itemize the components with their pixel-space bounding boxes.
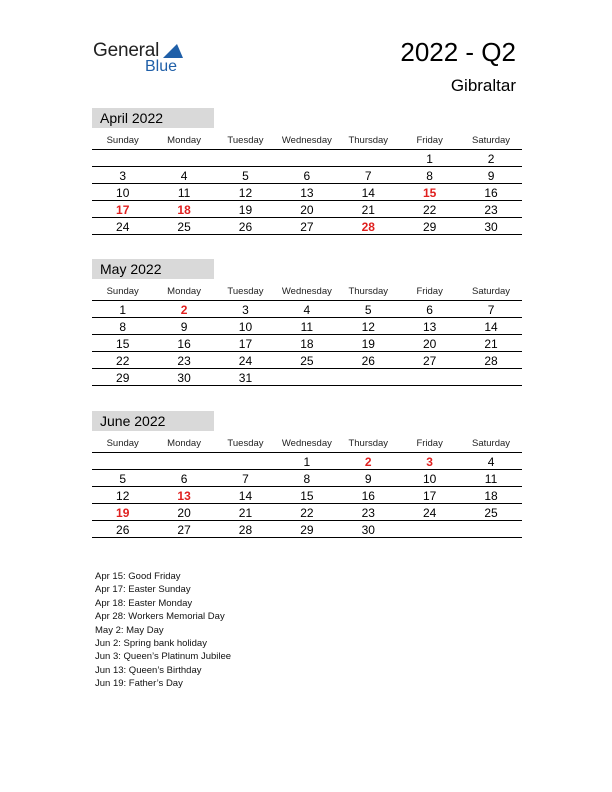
week-row	[92, 369, 522, 386]
day-cell: 29	[116, 371, 130, 385]
month-may	[92, 259, 522, 386]
holiday-note: Apr 15: Good Friday	[95, 571, 181, 582]
week-row	[92, 470, 522, 487]
month-april	[92, 108, 522, 235]
holiday-day-cell: 2	[180, 303, 188, 317]
day-cell: 29	[422, 220, 437, 234]
day-cell: 6	[303, 169, 311, 183]
holiday-note: Apr 28: Workers Memorial Day	[95, 611, 225, 623]
weekday-label: Friday	[416, 286, 443, 297]
day-cell: 25	[177, 220, 191, 234]
week-row	[92, 301, 522, 318]
week-row	[92, 487, 522, 504]
holiday-note: Jun 2: Spring bank holiday	[95, 638, 207, 650]
week-row	[92, 504, 522, 521]
day-cell	[399, 521, 460, 537]
weekday-label: Friday	[416, 438, 443, 449]
day-cell: 30	[484, 220, 498, 234]
day-cell: 4	[487, 455, 495, 469]
day-cell: 12	[238, 186, 253, 200]
holiday-note: May 2: May Day	[95, 624, 164, 636]
day-cell: 4	[180, 169, 188, 183]
day-cell: 1	[303, 455, 311, 469]
holiday-note: Apr 17: Easter Sunday	[95, 584, 191, 596]
day-cell: 8	[303, 472, 311, 486]
day-cell: 26	[361, 354, 375, 368]
weekday-header-row	[92, 281, 522, 301]
week-row	[92, 184, 522, 201]
week-row	[92, 218, 522, 235]
day-cell: 19	[361, 337, 375, 351]
day-cell: 14	[361, 186, 375, 200]
weekday-label: Tuesday	[227, 438, 264, 449]
weekday-label: Thursday	[348, 286, 389, 297]
month-june	[92, 411, 522, 538]
day-cell: 4	[303, 303, 311, 317]
holiday-day-cell: 13	[177, 489, 191, 503]
day-cell: 1	[119, 303, 127, 317]
day-cell: 29	[300, 523, 314, 537]
day-cell: 3	[242, 303, 249, 317]
weekday-label: Friday	[416, 135, 443, 146]
month-title: May 2022	[92, 259, 214, 279]
holiday-day-cell: 18	[177, 203, 191, 217]
weekday-label: Thursday	[348, 135, 389, 146]
day-cell: 11	[484, 472, 498, 486]
day-cell: 27	[422, 354, 437, 368]
day-cell	[460, 369, 521, 385]
weekday-label: Tuesday	[227, 286, 264, 297]
day-cell: 23	[484, 203, 498, 217]
day-cell: 28	[238, 523, 253, 537]
weekday-label: Monday	[167, 135, 201, 146]
day-cell: 8	[426, 169, 433, 183]
week-row	[92, 201, 522, 218]
weekday-label: Saturday	[472, 286, 511, 297]
day-cell: 7	[364, 169, 372, 183]
day-cell: 7	[487, 303, 495, 317]
weekday-label: Tuesday	[227, 135, 264, 146]
day-cell: 22	[300, 506, 314, 520]
day-cell	[153, 453, 214, 469]
day-cell: 20	[177, 506, 191, 520]
weekday-label: Monday	[167, 286, 201, 297]
day-cell: 5	[119, 472, 127, 486]
day-cell	[338, 150, 399, 166]
day-cell: 23	[177, 354, 191, 368]
holiday-note: Jun 13: Queen’s Birthday	[95, 664, 202, 676]
weekday-label: Wednesday	[281, 286, 332, 297]
weekday-label: Wednesday	[281, 135, 332, 146]
day-cell: 10	[116, 186, 130, 200]
day-cell: 24	[116, 220, 130, 234]
day-cell: 1	[426, 152, 433, 166]
week-row	[92, 521, 522, 538]
day-cell: 24	[422, 506, 437, 520]
day-cell: 9	[364, 472, 372, 486]
weekday-header-row	[92, 433, 522, 453]
weekday-label: Sunday	[106, 135, 139, 146]
holiday-day-cell: 15	[422, 186, 437, 200]
day-cell	[460, 521, 521, 537]
week-row	[92, 150, 522, 167]
day-cell: 7	[242, 472, 249, 486]
day-cell	[92, 453, 153, 469]
day-cell: 31	[238, 371, 253, 385]
day-cell: 9	[180, 320, 188, 334]
day-cell: 22	[116, 354, 130, 368]
weekday-label: Saturday	[472, 438, 511, 449]
holiday-day-cell: 17	[116, 203, 130, 217]
day-cell: 25	[300, 354, 314, 368]
week-row	[92, 167, 522, 184]
day-cell: 27	[177, 523, 191, 537]
day-cell	[215, 150, 276, 166]
month-title: June 2022	[92, 411, 214, 431]
day-cell: 17	[238, 337, 253, 351]
day-cell: 12	[361, 320, 375, 334]
weekday-label: Wednesday	[281, 438, 332, 449]
day-cell: 16	[361, 489, 375, 503]
day-cell: 21	[484, 337, 498, 351]
day-cell: 10	[238, 320, 253, 334]
day-cell: 9	[487, 169, 495, 183]
day-cell	[399, 369, 460, 385]
day-cell	[215, 453, 276, 469]
holiday-day-cell: 19	[116, 506, 130, 520]
day-cell: 16	[177, 337, 191, 351]
day-cell: 6	[180, 472, 188, 486]
day-cell: 18	[484, 489, 498, 503]
day-cell: 11	[300, 320, 314, 334]
day-cell: 30	[177, 371, 191, 385]
day-cell: 12	[116, 489, 130, 503]
holiday-note: Apr 18: Easter Monday	[95, 597, 193, 609]
brand-logo	[93, 40, 193, 80]
weekday-header-row	[92, 130, 522, 150]
weekday-label: Thursday	[348, 438, 389, 449]
holiday-note: Jun 3: Queen’s Platinum Jubilee	[95, 651, 232, 663]
day-cell: 21	[361, 203, 375, 217]
day-cell: 5	[364, 303, 372, 317]
day-cell: 14	[238, 489, 253, 503]
weekday-label: Saturday	[472, 135, 511, 146]
week-row	[92, 318, 522, 335]
logo-triangle-icon	[163, 44, 183, 58]
day-cell: 11	[177, 186, 191, 200]
holiday-day-cell: 28	[361, 220, 375, 234]
day-cell: 16	[484, 186, 498, 200]
day-cell: 30	[361, 523, 375, 537]
country-name: Gibraltar	[450, 76, 516, 95]
week-row	[92, 352, 522, 369]
holiday-note: Jun 19: Father’s Day	[95, 678, 183, 690]
holiday-day-cell: 2	[364, 455, 372, 469]
day-cell: 6	[426, 303, 433, 317]
day-cell	[276, 150, 337, 166]
day-cell: 3	[119, 169, 127, 183]
holiday-notes	[95, 570, 231, 691]
day-cell: 20	[422, 337, 437, 351]
day-cell: 27	[300, 220, 314, 234]
weekday-label: Sunday	[106, 286, 139, 297]
day-cell: 13	[300, 186, 314, 200]
day-cell: 28	[484, 354, 498, 368]
month-title: April 2022	[92, 108, 214, 128]
day-cell: 22	[422, 203, 437, 217]
quarter-title: 2022 - Q2	[400, 37, 516, 67]
day-cell: 15	[116, 337, 130, 351]
logo-text-blue: Blue	[145, 58, 178, 75]
day-cell	[338, 369, 399, 385]
day-cell: 26	[238, 220, 253, 234]
day-cell: 26	[116, 523, 130, 537]
day-cell: 17	[422, 489, 437, 503]
day-cell: 19	[238, 203, 253, 217]
day-cell: 24	[238, 354, 253, 368]
week-row	[92, 335, 522, 352]
day-cell: 8	[119, 320, 127, 334]
weekday-label: Sunday	[106, 438, 139, 449]
day-cell: 5	[242, 169, 249, 183]
day-cell: 20	[300, 203, 314, 217]
day-cell	[153, 150, 214, 166]
day-cell: 10	[422, 472, 437, 486]
logo-text-general: General	[93, 40, 160, 61]
day-cell: 14	[484, 320, 498, 334]
day-cell: 25	[484, 506, 498, 520]
weekday-label: Monday	[167, 438, 201, 449]
day-cell	[92, 150, 153, 166]
holiday-day-cell: 3	[426, 455, 433, 469]
day-cell: 2	[487, 152, 495, 166]
day-cell: 15	[300, 489, 314, 503]
day-cell	[276, 369, 337, 385]
day-cell: 13	[422, 320, 437, 334]
day-cell: 23	[361, 506, 375, 520]
day-cell: 18	[300, 337, 314, 351]
week-row	[92, 453, 522, 470]
day-cell: 21	[238, 506, 253, 520]
